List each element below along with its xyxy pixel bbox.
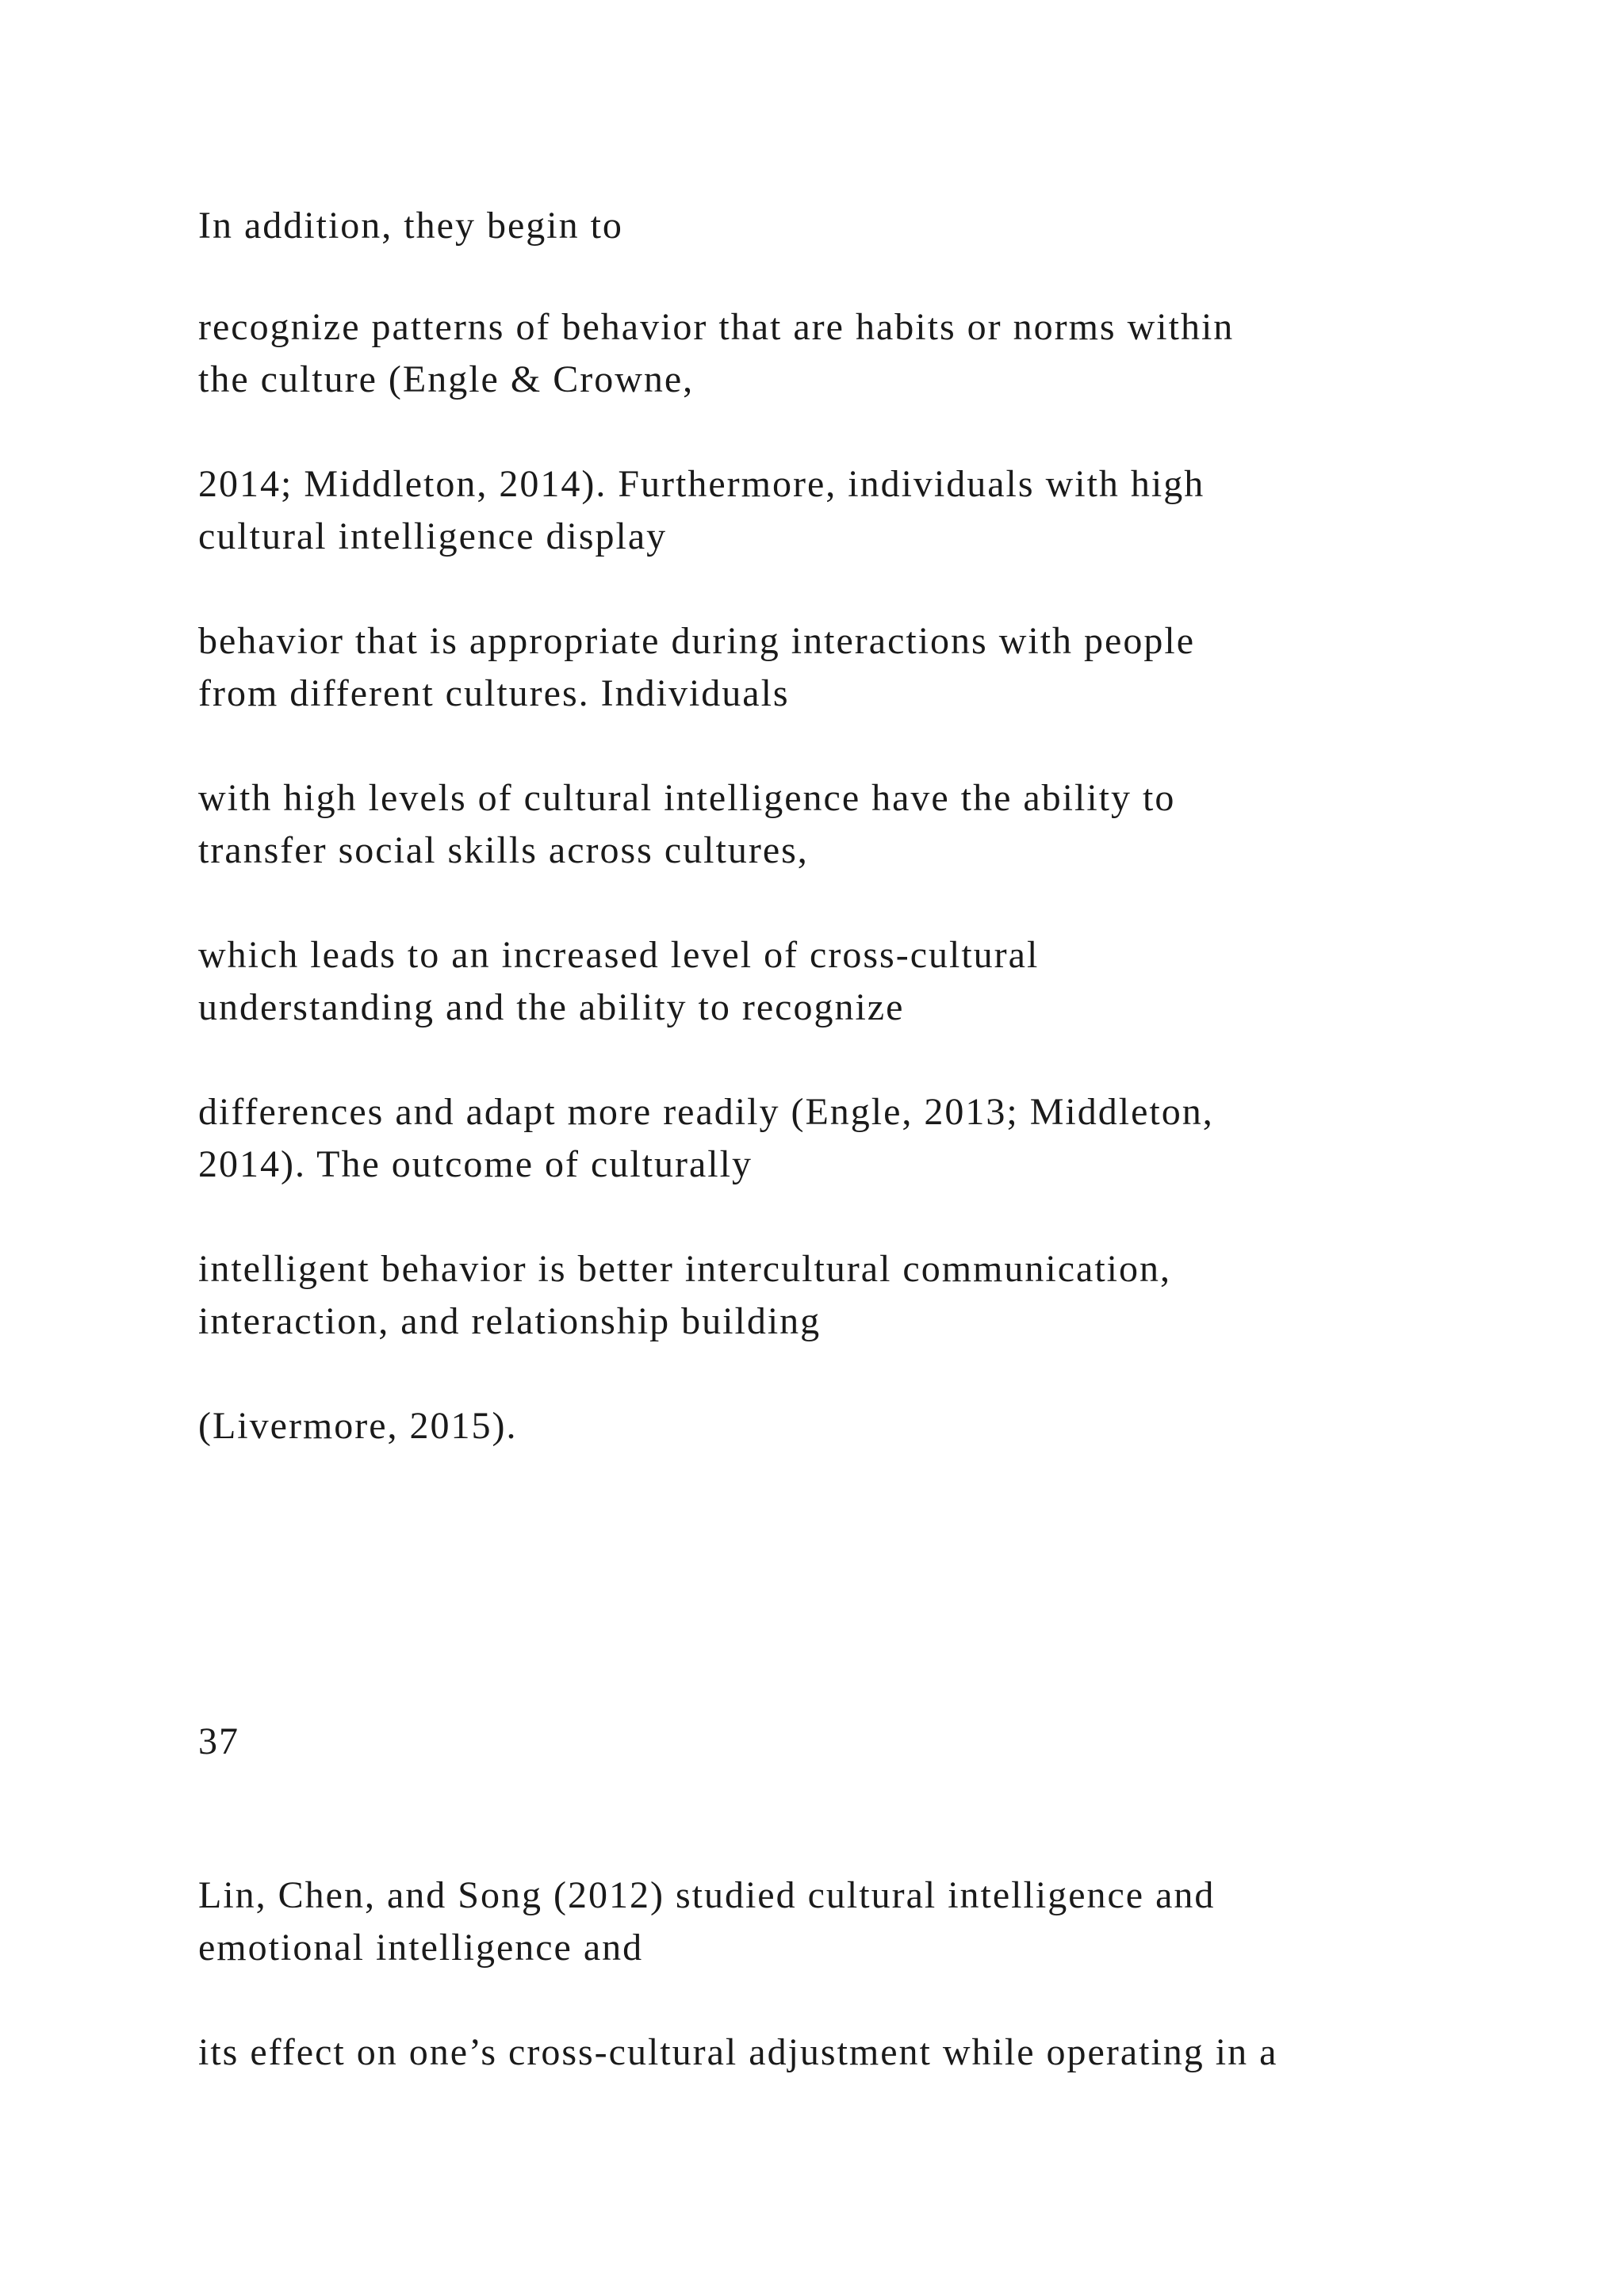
paragraph-9 xyxy=(198,1400,518,1452)
text-line: with high levels of cultural intelligence have the ability to xyxy=(198,777,1176,819)
paragraph-1 xyxy=(198,200,623,252)
text-line: 2014). The outcome of culturally xyxy=(198,1143,753,1185)
text-line: 2014; Middleton, 2014). Furthermore, individuals with high xyxy=(198,463,1205,505)
text-line: its effect on one’s cross-cultural adjustment while operating in a xyxy=(198,2031,1278,2073)
paragraph-10 xyxy=(198,1869,1215,1974)
paragraph-6 xyxy=(198,929,1039,1034)
page-number xyxy=(198,1716,239,1768)
text-line: 37 xyxy=(198,1720,239,1762)
text-line: behavior that is appropriate during interactions with people xyxy=(198,620,1195,662)
text-line: the culture (Engle & Crowne, xyxy=(198,358,695,400)
text-line: differences and adapt more readily (Engle, 2013; Middleton, xyxy=(198,1091,1214,1133)
text-line: cultural intelligence display xyxy=(198,515,668,557)
text-line: Lin, Chen, and Song (2012) studied cultural intelligence and xyxy=(198,1874,1216,1916)
paragraph-5 xyxy=(198,772,1175,877)
paragraph-4 xyxy=(198,615,1195,720)
text-line: transfer social skills across cultures, xyxy=(198,829,809,871)
text-line: emotional intelligence and xyxy=(198,1927,644,1969)
text-line: In addition, they begin to xyxy=(198,205,623,247)
paragraph-3 xyxy=(198,458,1205,563)
text-line: recognize patterns of behavior that are habits or norms within xyxy=(198,306,1235,348)
text-line: from different cultures. Individuals xyxy=(198,672,790,714)
text-line: intelligent behavior is better intercultural communication, xyxy=(198,1248,1171,1290)
paragraph-2 xyxy=(198,301,1234,406)
text-line: interaction, and relationship building xyxy=(198,1300,822,1342)
text-line: understanding and the ability to recognize xyxy=(198,986,905,1028)
paragraph-11 xyxy=(198,2026,1277,2079)
text-line: which leads to an increased level of cross-cultural xyxy=(198,934,1040,976)
paragraph-7 xyxy=(198,1086,1214,1191)
text-line: (Livermore, 2015). xyxy=(198,1405,518,1447)
paragraph-8 xyxy=(198,1243,1171,1348)
